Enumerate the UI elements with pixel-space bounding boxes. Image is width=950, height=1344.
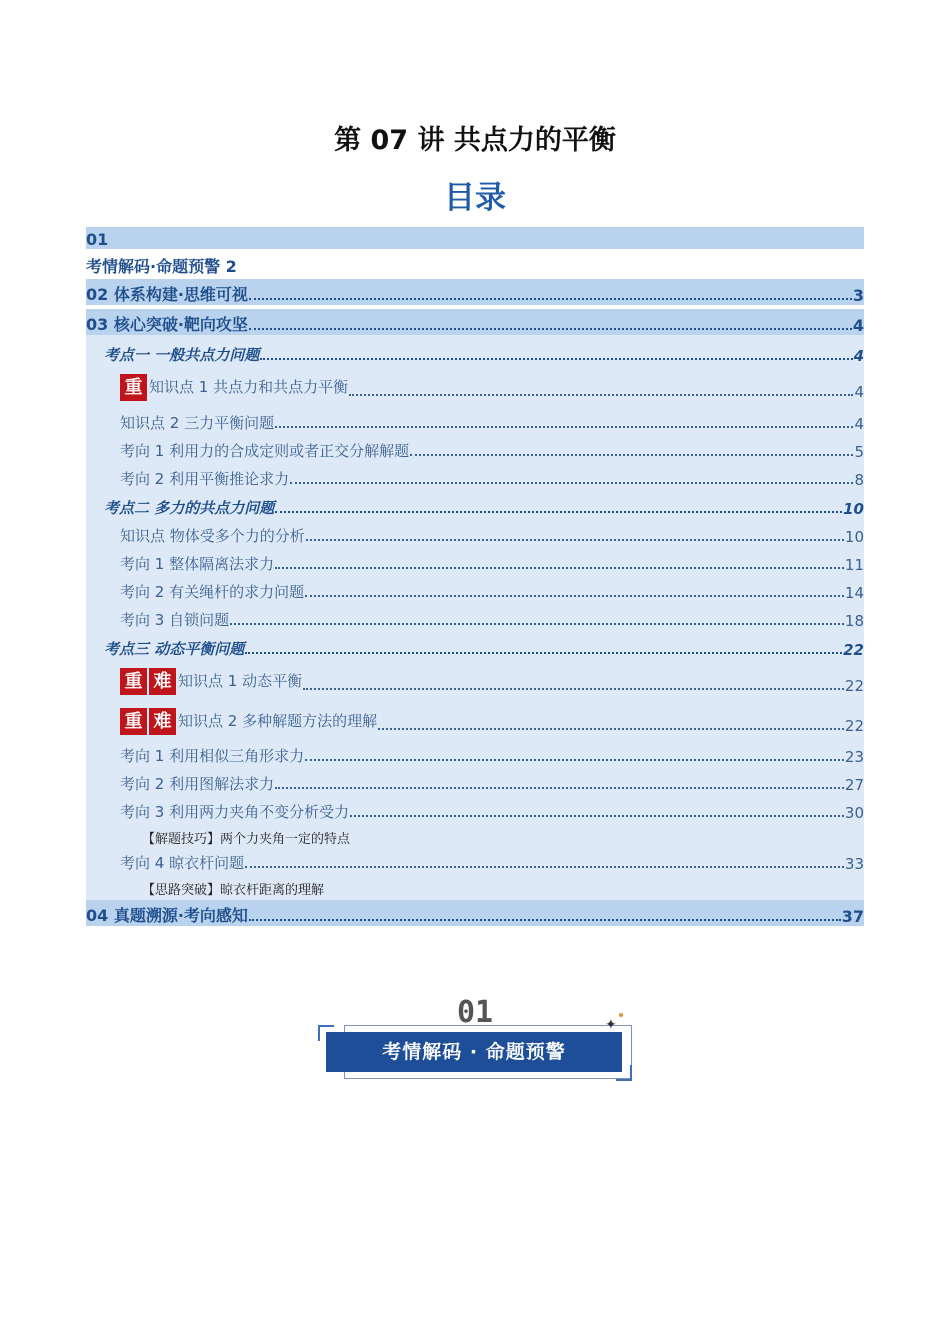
toc-entry-label: 02 体系构建·思维可视 [86,285,248,304]
toc-entry-label: 【解题技巧】两个力夹角一定的特点 [142,832,351,847]
toc-leader [275,425,853,428]
toc-entry-page: 23 [844,748,864,766]
toc-entry-page: 14 [844,584,864,602]
toc-entry[interactable] [86,279,864,305]
toc-leader [249,327,852,330]
toc-entry-page: 3 [852,286,864,305]
toc-entry-page: 22 [844,717,864,735]
toc-entry[interactable] [86,876,864,898]
toc-leader [350,814,844,817]
toc-entry-page: 22 [843,641,864,659]
toc-entry[interactable] [86,550,864,574]
toc-entry-label: 考点二 多力的共点力问题 [104,499,275,517]
badge-nan: 难 [149,668,176,695]
toc-entry[interactable] [86,253,864,277]
toc-leader [410,453,853,456]
toc-entry-page: 4 [854,415,864,433]
badge-zhong: 重 [120,668,147,695]
toc-entry-label: 【思路突破】晾衣杆距离的理解 [142,883,325,898]
toc-entry-page: 10 [844,528,864,546]
toc-entry-label: 知识点 物体受多个力的分析 [120,527,305,545]
toc-leader [230,622,844,625]
toc-entry-label: 03 核心突破·靶向攻坚 [86,315,248,334]
badge-nan: 难 [149,708,176,735]
toc-entry-label: 04 真题溯源·考向感知 [86,906,248,925]
toc-entry-label: 知识点 1 共点力和共点力平衡 [149,378,349,396]
toc-entry-label: 知识点 1 动态平衡 [178,672,303,690]
toc-entry[interactable] [86,465,864,489]
toc-leader [249,918,841,921]
toc-entry[interactable] [86,798,864,822]
toc-entry-label: 考向 2 利用平衡推论求力 [120,470,290,488]
toc-entry-page: 5 [854,443,864,461]
toc-entry[interactable] [86,900,864,926]
corner-bracket-icon [616,1065,632,1081]
section-banner [316,995,634,1085]
toc-leader [260,357,852,360]
toc-entry-label: 考向 2 有关绳杆的求力问题 [120,583,305,601]
toc-entry[interactable] [86,825,864,847]
toc-entry[interactable] [86,522,864,546]
toc-entry[interactable] [86,369,864,401]
toc-entry-page: 8 [854,471,864,489]
toc-entry-label: 考向 1 利用相似三角形求力 [120,747,305,765]
toc-entry[interactable] [86,849,864,873]
badge-zhong: 重 [120,374,147,401]
toc-entry[interactable] [86,663,864,695]
toc-entry-page: 33 [844,855,864,873]
toc-entry-page: 27 [844,776,864,794]
toc-entry-page: 4 [852,316,864,335]
toc-leader [249,297,852,300]
toc-entry[interactable] [86,578,864,602]
toc-entry[interactable] [86,494,864,518]
toc-entry-number: 01 [86,230,109,249]
toc-entry-label: 知识点 2 多种解题方法的理解 [178,712,378,730]
toc-entry[interactable] [86,606,864,630]
toc-entry-label: 考向 4 晾衣杆问题 [120,854,245,872]
toc-entry-label: 考点三 动态平衡问题 [104,640,245,658]
toc-entry-page: 11 [844,556,864,574]
toc-leader [275,566,844,569]
toc-entry-label: 考点一 一般共点力问题 [104,346,260,364]
toc-entry-page: 10 [843,500,864,518]
document-title: 第 07 讲 共点力的平衡 [334,125,616,156]
toc-entry[interactable] [86,227,864,249]
toc-leader [306,538,844,541]
toc-leader [245,865,844,868]
section-label: 考情解码 · 命题预警 [326,1032,622,1072]
toc-leader [245,651,842,654]
toc-entry[interactable] [86,437,864,461]
toc-entry-label: 考向 2 利用图解法求力 [120,775,275,793]
toc-entry-page: 37 [841,907,864,926]
toc-heading: 目录 [444,180,506,216]
toc-entry-label: 考向 1 整体隔离法求力 [120,555,275,573]
toc-leader [290,481,853,484]
toc-leader [378,727,844,730]
section-number: 01 [456,995,494,1030]
toc-entry[interactable] [86,635,864,659]
toc-entry-page: 4 [853,347,864,365]
toc-leader [303,687,844,690]
toc-entry-label: 知识点 2 三力平衡问题 [120,414,275,432]
toc-leader [275,510,842,513]
toc-entry[interactable] [86,703,864,735]
toc-entry-label: 考向 1 利用力的合成定则或者正交分解解题 [120,442,410,460]
toc-leader [275,786,844,789]
toc-entry-label: 考向 3 利用两力夹角不变分析受力 [120,803,350,821]
toc-leader [305,594,844,597]
sparkle-icon: ✦ [605,1017,617,1033]
toc-entry-label: 考情解码·命题预警 2 [86,257,237,276]
toc-entry-page: 22 [844,677,864,695]
toc-entry-page: 30 [844,804,864,822]
badge-zhong: 重 [120,708,147,735]
toc-leader [349,393,853,396]
toc-entry-label: 考向 3 自锁问题 [120,611,230,629]
toc-entry[interactable] [86,341,864,365]
toc-entry[interactable] [86,309,864,335]
toc-leader [305,758,844,761]
toc-entry[interactable] [86,742,864,766]
toc-entry[interactable] [86,409,864,433]
toc-entry-page: 4 [854,383,864,401]
toc-entry[interactable] [86,770,864,794]
dot-icon [619,1013,623,1017]
toc-entry-page: 18 [844,612,864,630]
